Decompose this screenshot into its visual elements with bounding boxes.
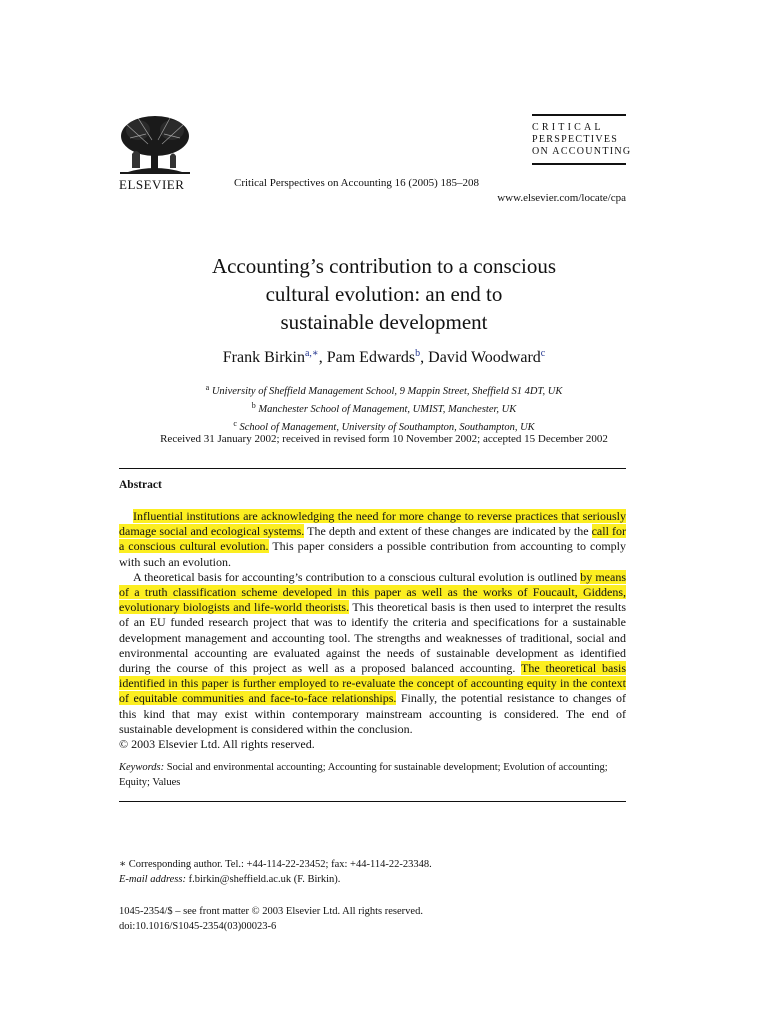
- author-affiliation-link[interactable]: c: [540, 348, 546, 359]
- elsevier-tree-logo-icon: [118, 114, 192, 176]
- title-line: Accounting’s contribution to a conscious: [211, 254, 557, 278]
- corresponding-author-footnote: [119, 858, 626, 887]
- abstract-body: [119, 509, 626, 752]
- author-separator: ,: [318, 349, 327, 366]
- affiliation-text: University of Sheffield Management School, 9 Mappin Street, Sheffield S1 4DT, UK: [211, 386, 563, 397]
- publisher-name: ELSEVIER: [119, 177, 185, 192]
- abstract-copyright: © 2003 Elsevier Ltd. All rights reserved.: [119, 737, 315, 752]
- abstract-paragraph: [119, 570, 626, 737]
- article-title: [0, 252, 768, 336]
- author-affiliation-link[interactable]: b: [415, 348, 421, 359]
- abstract-text: A theoretical basis for accounting’s contribution to a conscious cultural evolution is outlined: [133, 569, 581, 584]
- title-line: cultural evolution: an end to: [265, 282, 503, 306]
- doi-link[interactable]: doi:10.1016/S1045-2354(03)00023-6: [119, 921, 277, 932]
- affiliation-text: School of Management, University of Southampton, Southampton, UK: [239, 422, 535, 433]
- abstract-text: The depth and extent of these changes are indicated by the: [304, 524, 592, 539]
- received-dates: Received 31 January 2002; received in revised form 10 November 2002; accepted 15 December 2002: [160, 433, 608, 445]
- author-separator: ,: [420, 349, 429, 366]
- journal-citation: Critical Perspectives on Accounting 16 (2005) 185–208: [234, 177, 480, 189]
- abstract-text: This paper considers a possible contribution from accounting to comply with such an evolution.: [119, 539, 626, 569]
- highlighted-text: by means of a truth classification scheme developed in this paper as well as the works of Foucault, Giddens, evolutionary biologists and life-world theorists.: [119, 569, 626, 615]
- email-address-link[interactable]: f.birkin@sheffield.ac.uk (F. Birkin).: [185, 873, 341, 885]
- author-affiliation-link[interactable]: a,∗: [304, 348, 319, 359]
- affiliation: [0, 399, 768, 417]
- affiliation-text: Manchester School of Management, UMIST, Manchester, UK: [258, 404, 517, 415]
- affiliation-marker: a: [205, 383, 210, 392]
- issn-line: 1045-2354/$ – see front matter © 2003 Elsevier Ltd. All rights reserved.: [119, 906, 423, 917]
- divider: [119, 468, 626, 469]
- abstract-heading: Abstract: [119, 479, 162, 491]
- email-label: E-mail address:: [119, 873, 186, 885]
- footnote-contact: ∗ Corresponding author. Tel.: +44-114-22-23452; fax: +44-114-22-23348.: [119, 859, 432, 870]
- author-name: Frank Birkin: [222, 349, 305, 366]
- highlighted-text: call for a conscious cultural evolution.: [119, 524, 627, 554]
- keywords-text: Social and environmental accounting; Accounting for sustainable development; Evolution of accounting; Equity; Values: [119, 762, 608, 788]
- masthead-rule-top: [532, 114, 626, 116]
- author-name: Pam Edwards: [326, 349, 416, 366]
- masthead-rule-bottom: [532, 163, 626, 165]
- author-name: David Woodward: [428, 349, 541, 366]
- abstract-paragraph: [119, 509, 626, 570]
- affiliation-list: [0, 381, 768, 435]
- masthead-line: ON ACCOUNTING: [532, 146, 632, 157]
- journal-masthead: [532, 114, 632, 165]
- front-matter: [119, 904, 423, 934]
- author-list: [0, 348, 768, 367]
- abstract-text: This theoretical basis is then used to interpret the results of an EU funded research project that was to identify the criteria and specifications for a sustainable development management and accounting tool. The strengths and weaknesses of traditional, social and environmental accounting are evaluated against the needs of sustainable development as identified during the course of this project as well as a proposed balanced accounting.: [119, 600, 626, 676]
- abstract-text: Finally, the potential resistance to changes of this kind that may exist within contemporary mainstream accounting is considered. The end of sustainable development is considered within the conclusion.: [119, 691, 626, 736]
- masthead-line: CRITICAL: [532, 122, 604, 133]
- affiliation: [0, 381, 768, 399]
- masthead-line: PERSPECTIVES: [532, 134, 619, 145]
- title-line: sustainable development: [280, 310, 488, 334]
- highlighted-text: Influential institutions are acknowledging the need for more change to reverse practices that seriously damage social and ecological systems.: [119, 509, 626, 539]
- highlighted-text: The theoretical basis identified in this paper is further employed to re-evaluate the concept of accounting equity in the context of equitable communities and face-to-face relationships.: [119, 661, 627, 706]
- footnote-email: [119, 873, 626, 888]
- affiliation-marker: c: [233, 419, 237, 428]
- journal-url-link[interactable]: www.elsevier.com/locate/cpa: [497, 192, 626, 204]
- affiliation-marker: b: [251, 401, 256, 410]
- divider: [119, 801, 626, 802]
- keywords-label: Keywords:: [119, 762, 165, 773]
- keywords: [119, 761, 626, 790]
